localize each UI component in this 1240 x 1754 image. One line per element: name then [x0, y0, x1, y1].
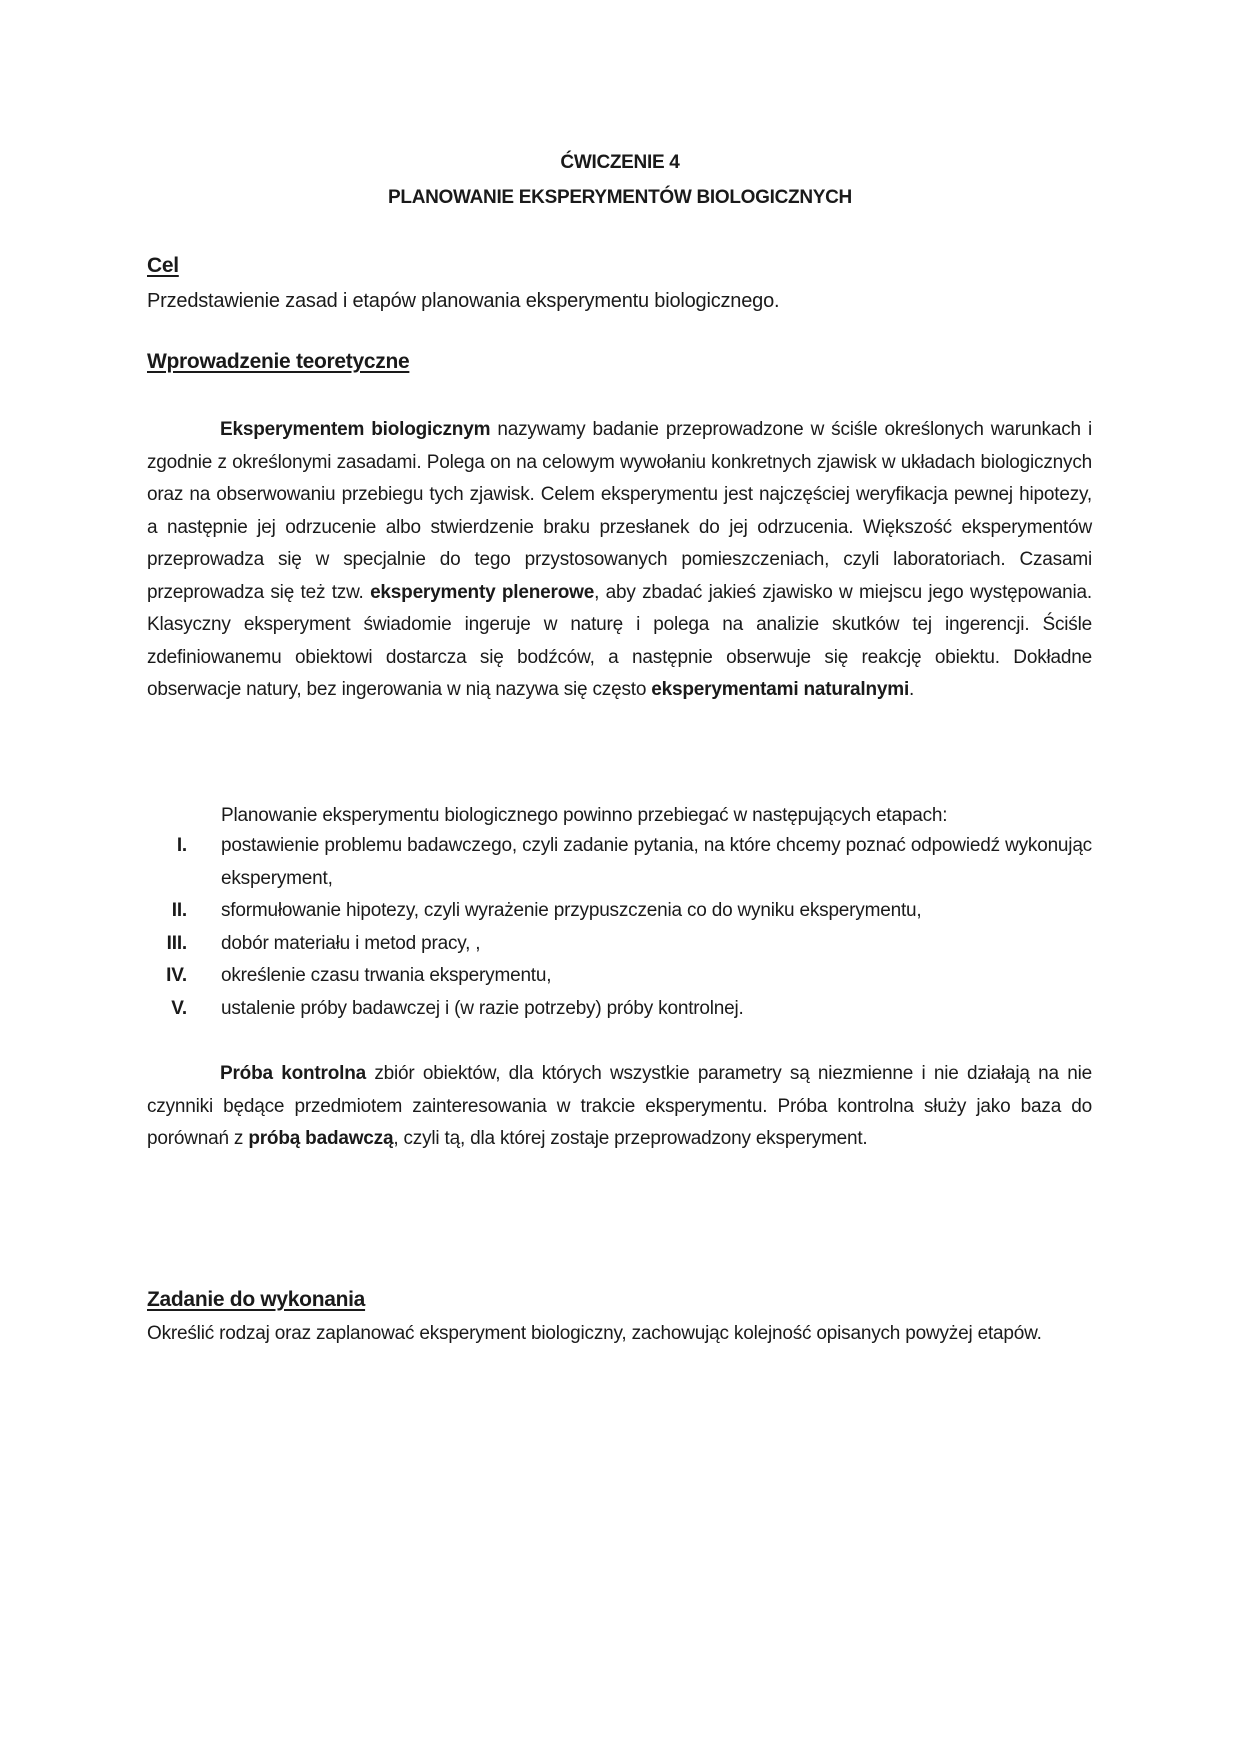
step-text: ustalenie próby badawczej i (w razie potrzeby) próby kontrolnej.	[221, 997, 744, 1019]
paragraph-1-text-b: , aby zbadać jakieś zjawisko w miejscu jego występowania. Klasyczny eksperyment świadomie ingeruje w naturę i polega na analizie skutków tej ingerencji. Ściśle zdefiniowanemu obiektowi dostarcza się bodźców, a następnie obserwuje się reakcję obiektu. Dokładne obserwacje natury, bez ingerowania w nią nazywa się często	[147, 581, 1092, 700]
task-text: Określić rodzaj oraz zaplanować eksperyment biologiczny, zachowując kolejność opisanych powyżej etapów.	[147, 1323, 1042, 1344]
theory-heading: Wprowadzenie teoretyczne	[147, 350, 410, 373]
task-heading: Zadanie do wykonania	[147, 1288, 366, 1311]
step-number: V.	[171, 997, 187, 1019]
term-natural-experiments: eksperymentami naturalnymi	[651, 679, 910, 700]
term-biological-experiment: Eksperymentem biologicznym	[220, 419, 491, 440]
step-text: sformułowanie hipotezy, czyli wyrażenie przypuszczenia co do wyniku eksperymentu,	[221, 900, 922, 921]
term-research-sample: próbą badawczą	[248, 1128, 394, 1149]
term-control-sample: Próba kontrolna	[220, 1063, 366, 1084]
list-item	[147, 895, 1092, 928]
document-title-line1: ĆWICZENIE 4	[560, 152, 680, 173]
step-text: postawienie problemu badawczego, czyli zadanie pytania, na które chcemy poznać odpowiedź wykonując eksperyment,	[221, 835, 1092, 889]
goal-text: Przedstawienie zasad i etapów planowania eksperymentu biologicznego.	[147, 290, 780, 312]
theory-paragraph-2	[147, 1058, 1092, 1156]
paragraph-1-text-c: .	[909, 679, 915, 700]
steps-intro: Planowanie eksperymentu biologicznego powinno przebiegać w następujących etapach:	[221, 805, 948, 826]
step-number: I.	[176, 835, 187, 856]
steps-list	[147, 830, 1092, 1025]
step-number: IV.	[166, 965, 187, 986]
step-text: dobór materiału i metod pracy, ,	[221, 932, 481, 954]
list-item	[147, 960, 1092, 993]
list-item	[147, 928, 1092, 961]
paragraph-2-text-b: , czyli tą, dla której zostaje przeprowadzony eksperyment.	[393, 1128, 868, 1149]
paragraph-1-text-a: nazywamy badanie przeprowadzone w ściśle określonych warunkach i zgodnie z określonymi zasadami. Polega on na celowym wywołaniu konkretnych zjawisk w układach biologicznych oraz na obserwowaniu przebiegu tych zjawisk. Celem eksperymentu jest najczęściej weryfikacja pewnej hipotezy, a następnie jej odrzucenie albo stwierdzenie braku przesłanek do jej odrzucenia. Większość eksperymentów przeprowadza się w specjalnie do tego przystosowanych pomieszczeniach, czyli laboratoriach. Czasami przeprowadza się też tzw.	[147, 419, 1092, 603]
term-outdoor-experiments: eksperymenty plenerowe	[370, 581, 595, 603]
document-title-line2: PLANOWANIE EKSPERYMENTÓW BIOLOGICZNYCH	[388, 187, 852, 208]
theory-paragraph-1	[147, 414, 1092, 707]
step-number: III.	[166, 932, 187, 954]
step-text: określenie czasu trwania eksperymentu,	[221, 965, 552, 986]
list-item	[147, 830, 1092, 895]
step-number: II.	[171, 900, 187, 921]
list-item	[147, 993, 1092, 1026]
paragraph-2-text-a: zbiór obiektów, dla których wszystkie parametry są niezmienne i nie działają na nie czynniki będące przedmiotem zainteresowania w trakcie eksperymentu. Próba kontrolna służy jako baza do porównań z	[147, 1063, 1092, 1149]
goal-heading: Cel	[147, 254, 179, 277]
